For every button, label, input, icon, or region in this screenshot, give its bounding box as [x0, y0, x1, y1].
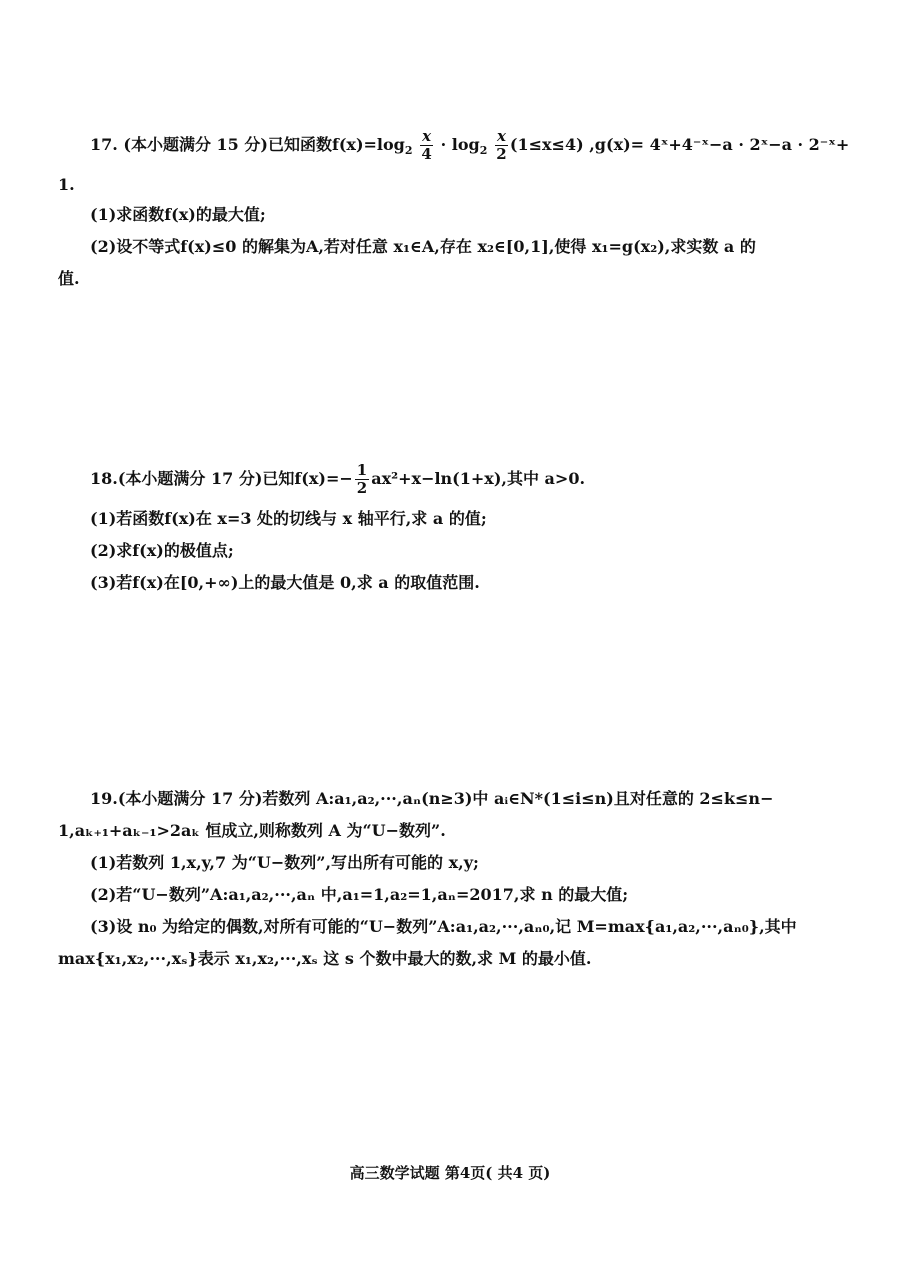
problem-19-part-3-wrap: max{x₁,x₂,···,xₛ}表示 x₁,x₂,···,xₛ 这 s 个数中最大的数,求 M 的最小值.: [58, 949, 592, 968]
problem-19-line-2: 1,aₖ₊₁+aₖ₋₁>2aₖ 恒成立,则称数列 A 为“U−数列”.: [58, 821, 446, 840]
problem-18-statement: [90, 462, 585, 497]
problem-19-line-1: 19.(本小题满分 17 分)若数列 A:a₁,a₂,···,aₙ(n≥3)中 aᵢ∈N*(1≤i≤n)且对任意的 2≤k≤n−: [90, 789, 774, 808]
problem-18-tail: ax²+x−ln(1+x),其中 a>0.: [371, 469, 586, 488]
log-base-subscript: 2: [404, 144, 413, 158]
problem-19-part-1: (1)若数列 1,x,y,7 为“U−数列”,写出所有可能的 x,y;: [90, 853, 479, 872]
problem-17-tail: (1≤x≤4) ,g(x)= 4ˣ+4⁻ˣ−a · 2ˣ−a · 2⁻ˣ+: [509, 135, 850, 154]
problem-18-part-3: (3)若f(x)在[0,+∞)上的最大值是 0,求 a 的取值范围.: [90, 573, 480, 592]
fraction-x-over-4: $\frac{x}{4}$: [421, 127, 432, 163]
problem-18-head: 18.(本小题满分 17 分)已知f(x)=−: [90, 469, 353, 488]
fraction-x-over-2: $\frac{x}{2}$: [496, 127, 507, 163]
problem-17-part-2: (2)设不等式f(x)≤0 的解集为A,若对任意 x₁∈A,存在 x₂∈[0,1],使得 x₁=g(x₂),求实数 a 的: [90, 237, 756, 256]
problem-17-statement: [90, 128, 849, 163]
problem-17-head: 17. (本小题满分 15 分)已知函数f(x)=log: [90, 135, 405, 154]
problem-19-part-2: (2)若“U−数列”A:a₁,a₂,···,aₙ 中,a₁=1,a₂=1,aₙ=2017,求 n 的最大值;: [90, 885, 629, 904]
log-base-subscript: 2: [479, 144, 488, 158]
fraction-one-half: $\frac{1}{2}$: [356, 461, 368, 497]
problem-17-part-2-wrap: 值.: [58, 269, 80, 288]
problem-17-wrap: 1.: [58, 175, 75, 194]
problem-18-part-2: (2)求f(x)的极值点;: [90, 541, 234, 560]
problem-17-mid: · log: [435, 135, 480, 154]
problem-19-part-3: (3)设 n₀ 为给定的偶数,对所有可能的“U−数列”A:a₁,a₂,···,aₙ₀,记 M=max{a₁,a₂,···,aₙ₀},其中: [90, 917, 797, 936]
problem-17-part-1: (1)求函数f(x)的最大值;: [90, 205, 266, 224]
page-footer: 高三数学试题 第4页( 共4 页): [349, 1164, 551, 1182]
problem-18-part-1: (1)若函数f(x)在 x=3 处的切线与 x 轴平行,求 a 的值;: [90, 509, 487, 528]
